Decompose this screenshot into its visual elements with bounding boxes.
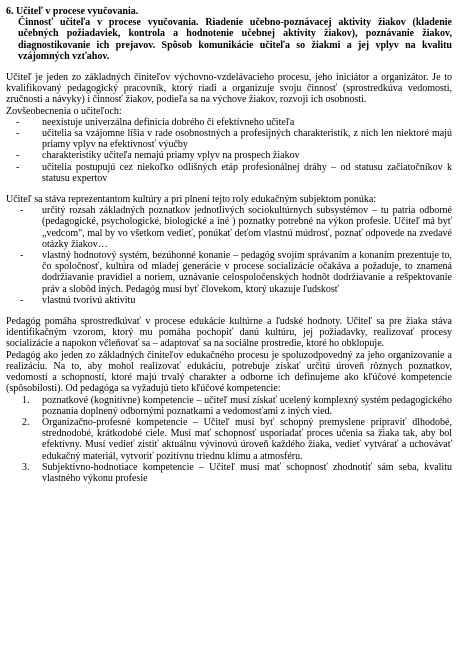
list-item: - vlastný hodnotový systém, bezúhonné konanie – pedagóg svojím správaním a konaním prezentuje to, čo spoločnosť, kultúra od mladej generácie v procese socializácie očakáva a požaduje, to znamená dodržiavanie pravidiel a noriem, uznávanie celospoločenských hodnôt dodržiavanie a rešpektovanie práv a slobôd iných. Pedagóg musí byť človekom, ktorý ukazuje ľudskosť [42,250,452,295]
list-number: 3. [22,461,30,473]
culture-paragraph: Učiteľ sa stáva reprezentantom kultúry a pri plnení tejto roly edukačným subjektom ponúka: [6,194,377,206]
mediation-paragraph: Pedagóg pomáha sprostredkúvať v procese edukácie kultúrne a ľudské hodnoty. Učiteľ sa pre žiaka stáva identifikačným vzorom, ktorý mu pomáha pochopiť danú kultúru, jej požiadavky, realizovať procesy socializácie a napokon včleňovať sa – adaptovať sa na sociálne prostredie, ktoré ho obklopuje. [6,316,452,350]
list-item [22,461,452,484]
list-item: - učitelia sa vzájomne líšia v rade osobnostných a profesijných charakteristík, z nich len niektoré majú priamy vplyv na efektívnosť výučby [42,128,452,150]
list-item: - neexistuje univerzálna definícia dobrého či efektívneho učiteľa [42,117,452,128]
list-text: Subjektívno-hodnotiace kompetencie – Učiteľ musí mať schopnosť zhodnotiť sám seba, kvalitu vlastného výkonu profesie [42,461,452,484]
list-item: - charakteristiky učiteľa nemajú priamy vplyv na prospech žiakov [42,150,452,161]
list-item [22,394,452,417]
document-page [6,6,452,484]
list-item: - určitý rozsah základných poznatkov jednotlivých sociokultúrnych subsystémov – tu patria odborné (pedagogické, psychologické, biologické a iné ) poznatky potrebné na výkon profesie. Učiteľ má byť „vedcom", mal by vo všetkom vedieť, ponúkať deťom vlastnú múdrosť, poznať odpovede na zvedavé otázky žiakov… [42,205,452,250]
document-subtitle: Činnosť učiteľa v procese vyučovania. Riadenie učebno-poznávacej aktivity žiakov (kladenie učebných požiadaviek, kontrola a hodnotenie učebnej aktivity žiakov), poznávanie žiakov, diagnostikovanie ich prejavov. Spôsob komunikácie učiteľa so žiakmi a jej vplyv na kvalitu vzájomných vzťahov. [18,17,452,62]
intro-paragraph: Učiteľ je jeden zo základných činiteľov výchovno-vzdelávacieho procesu, jeho iniciátor a organizátor. Je to kvalifikovaný pedagogický pracovník, ktorý riadi a organizuje svoju činnosť (sprostredkúva vedomosti, zručnosti a návyky) i činnosť žiakov, podieľa sa na výchove žiakov, rozvoji ich osobnosti. [6,72,452,106]
list-number: 1. [22,394,30,406]
document-title: 6. Učiteľ v procese vyučovania. [6,6,139,17]
list-item: - učitelia postupujú cez niekoľko odlišných etáp profesionálnej dráhy – od statusu začiatočníkov k statusu expertov [42,162,452,184]
list-text: poznatkové (kognitívne) kompetencie – učiteľ musí získať ucelený komplexný systém pedagogického poznania doplnený odbornými poznatkami a vedomosťami z iných vied. [42,394,452,417]
culture-list [6,205,452,306]
generalizations-label: Zovšeobecnenia o učiteľoch: [6,105,122,117]
list-item: - vlastnú tvorivú aktivitu [42,295,452,306]
competences-list [6,395,452,485]
list-text: Organizačno-profesné kompetencie – Učiteľ musí byť schopný premyslene pripraviť dlhodobé, strednodobé, krátkodobé ciele. Musí mať schopnosť usporiadať proces učenia sa žiaka tak, aby bol efektívny. Musí vedieť zistiť aktuálnu vývinovú úroveň každého žiaka, vedieť vytvárať a uchovávať edukačný materiál, vytvoriť pozitívnu triednu klímu a atmosféru. [42,416,452,462]
generalizations-list [6,117,452,184]
list-number: 2. [22,416,30,428]
competence-paragraph: Pedagóg ako jeden zo základných činiteľov edukačného procesu je spoluzodpovedný za jeho organizovanie a realizáciu. Na to, aby mohol realizovať edukáciu, potrebuje získať určitú úroveň rôznych poznatkov, vedomostí a schopností, ktoré majú trvalý charakter a odborne ich definujeme ako kľúčové kompetencie (spôsobilosti). Od pedagóga sa vyžadujú tieto kľúčové kompetencie: [6,349,452,395]
list-item [22,416,452,462]
